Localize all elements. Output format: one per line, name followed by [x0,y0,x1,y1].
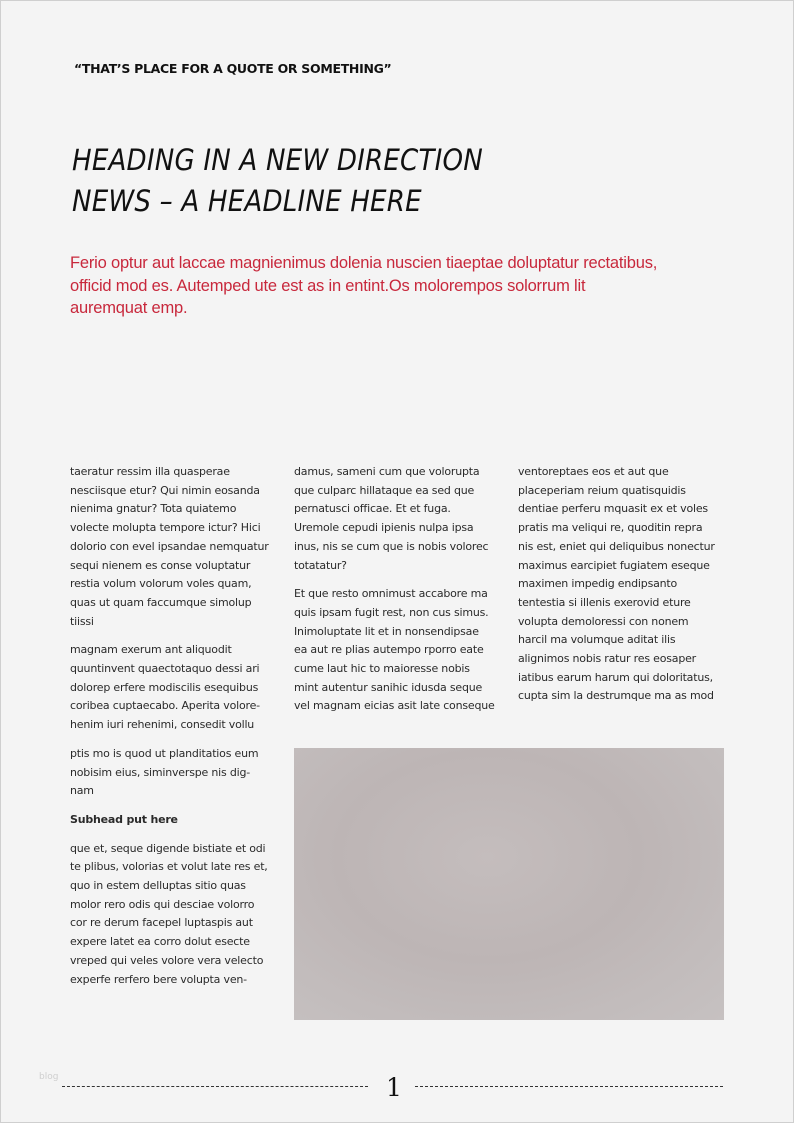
column-3 [518,463,738,716]
paragraph: taeratur ressim illa quasperae nesciisque etur? Qui nimin eosanda nienima gnatur? Tota quiatemo volecte molupta tempore ictur? Hici dolorio con evel ipsandae nemquatur sequi nienem es conse voluptatur restia volum volorum voles quam, quas ut quam faccumque simolup tiissi [70,465,269,628]
paragraph: ventoreptaes eos et aut que placeperiam reium quatisquidis dentiae perferu mquasit ex et voles pratis ma veliqui re, quoditin repra nis est, eniet qui deliquibus nonectur maximus earcipiet fugiatem eseque maximen impedig endipsanto tentestia si illenis exerovid eture volupta demoloressi con nonem harcil ma volumque aditat ilis alignimos nobis ratur res eosaper iatibus earum harum qui doloritatus, cupta sim la destrumque ma as mod [518,465,715,703]
watermark: blog [39,1072,59,1082]
headline: HEADING IN A NEW DIRECTION NEWS – A HEADLINE HERE [72,143,483,218]
column-1 [70,463,290,999]
photo-placeholder [294,748,724,1020]
page-number: 1 [386,1073,402,1102]
pull-quote: “THAT’S PLACE FOR A QUOTE OR SOMETHING” [74,61,392,76]
paragraph: que et, seque digende bistiate et odi te plibus, volorias et volut late res et, quo in estem delluptas sitio quas molor rero odis qui desciae volorro cor re derum facepel luptaspis aut expere latet ea corro dolut esecte vreped qui veles volore vera velecto experfe rerfero bere volupta ven- [70,841,268,986]
lead-paragraph: Ferio optur aut laccae magnienimus dolenia nuscien tiaeptae doluptatur rectatibus, officid mod es. Autemped ute est as in entint.Os molorempos solorrum lit auremquat emp. [70,254,658,317]
footer-rule-right [415,1086,723,1087]
subhead: Subhead put here [70,812,178,826]
paragraph: Et que resto omnimust accabore ma quis ipsam fugit rest, non cus simus. Inimoluptate lit et in nonsendipsae ea aut re plias autempo rporro eate cume laut hic to maioresse nobis mint autentur sanihic idusda seque vel magnam eicias asit late conseque [294,587,495,713]
paragraph: ptis mo is quod ut planditatios eum nobisim eius, siminverspe nis dig- nam [70,746,259,798]
paragraph: magnam exerum ant aliquodit quuntinvent quaectotaquo dessi ari dolorep erfere modiscilis esequibus coribea cuptaecabo. Aperita volore- henim iuri rehenimi, consedit vollu [70,643,260,732]
column-2 [294,463,514,726]
paragraph: damus, sameni cum que volorupta que culparc hillataque ea sed que pernatusci officae. Et et fuga. Uremole cepudi ipienis nulpa ipsa inus, nis se cum que is nobis volorec totatatur? [294,465,489,572]
footer-rule-left [62,1086,368,1087]
